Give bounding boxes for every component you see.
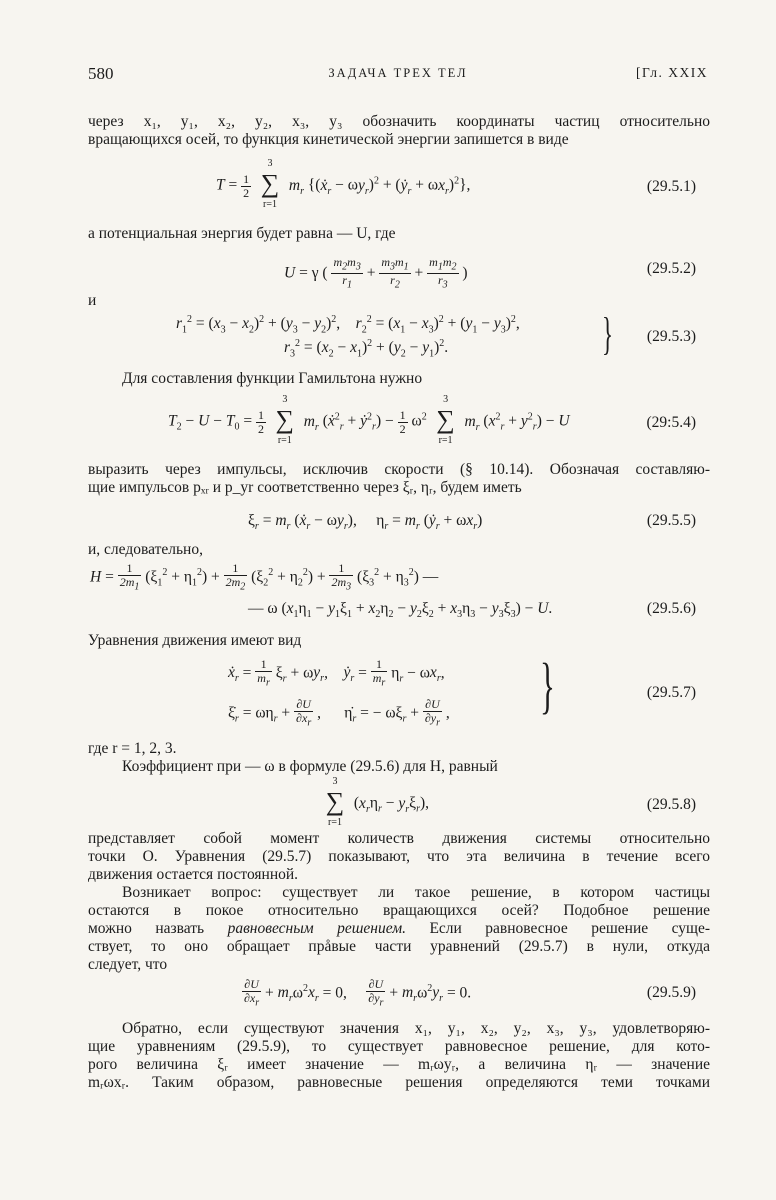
text-line: щие импульсов pₓᵣ и p_yr соответственно через ξᵣ, ηᵣ, будем иметь <box>88 479 522 496</box>
text-line: точки O. Уравнения (29.5.7) показывают, что эта величина в течение всего <box>88 848 710 865</box>
text-line <box>88 920 710 938</box>
text-line: Возникает вопрос: существует ли такое решение, в котором частицы <box>122 884 710 901</box>
text-run: Если равновесное решение суще- <box>405 920 710 937</box>
right-brace: } <box>540 652 555 720</box>
text-line: движения остается постоянной. <box>88 866 299 883</box>
equation-line: ẋ$_r$ = $\frac{1}{m_r}$ $\xi_r + \omega y_r$, ẏ$_r$ = $\frac{1}{m_r}$ $\eta_r - \omega x_r$, <box>228 657 445 689</box>
text-line: где r = 1, 2, 3. <box>88 740 177 757</box>
right-brace: } <box>602 308 614 359</box>
paragraph-9 <box>88 758 710 776</box>
equation-29-5-6 <box>88 562 710 626</box>
equation-number: (29:5.4) <box>646 414 696 431</box>
equation-line: $\xi̇_r = \omega\eta_r$ + $\frac{\partial U}{\partial x_r}$ , $\etȧ_r$ = − $\omega\xi_r$ + $\frac{\partial U}{\partial y_r}$ , <box>228 697 450 729</box>
paragraph-10 <box>88 830 710 884</box>
equation-number: (29.5.2) <box>646 260 696 277</box>
equation-29-5-4 <box>88 394 710 452</box>
text-line: и, следовательно, <box>88 541 203 558</box>
equation-29-5-8 <box>88 776 710 828</box>
equation-number: (29.5.3) <box>646 328 696 345</box>
equation-body: T = $\frac{1}{2}$ 3 ∑ r=1 $m_r$ {(ẋ$_r$ − $\omega y_r)^2$ + (ẏ$_r$ + $\omega x_r)^2$}, <box>216 158 471 210</box>
text-line: mᵣωxᵣ. Таким образом, равновесные решения определяются теми точками <box>88 1074 710 1091</box>
text-line: остаются в покое относительно вращающихся осей? Подобное решение <box>88 902 710 919</box>
equation-line: $r_1^2 = (x_3 - x_2)^2 + (y_3 - y_2)^2$, $r_2^2 = (x_1 - x_3)^2 + (y_1 - y_3)^2$, <box>176 314 520 336</box>
text-line: ствует, то оно обращает прåвые части уравнений (29.5.7) в нули, откуда <box>88 938 710 955</box>
equation-number: (29.5.9) <box>646 984 696 1001</box>
text-line: Обратно, если существуют значения x₁, y₁, x₂, y₂, x₃, y₃, удовлетворяю- <box>122 1020 710 1037</box>
paragraph-2 <box>88 225 710 243</box>
paragraph-4 <box>88 370 710 388</box>
paragraph-6 <box>88 541 710 559</box>
chapter-label: [Гл. XXIX <box>635 65 708 80</box>
equation-line: $r_3^2 = (x_2 - x_1)^2 + (y_2 - y_1)^2$. <box>284 338 449 360</box>
equation-29-5-2 <box>88 252 710 290</box>
paragraph-5 <box>88 461 710 497</box>
text-line: вращающихся осей, то функция кинетической энергии запишется в виде <box>88 131 569 148</box>
equation-line: — ω $(x_1\eta_1 - y_1\xi_1 + x_2\eta_2 - y_2\xi_2 + x_3\eta_3 - y_3\xi_3) - U$. <box>248 600 553 621</box>
equation-number: (29.5.5) <box>646 512 696 529</box>
equation-number: (29.5.6) <box>646 600 696 617</box>
equation-29-5-9 <box>88 976 710 1016</box>
equation-body: 3 ∑ r=1 $(x_r\eta_r - y_r\xi_r)$, <box>325 776 430 828</box>
paragraph-1 <box>88 113 710 149</box>
paragraph-3 <box>88 292 710 310</box>
equation-29-5-5 <box>88 512 710 538</box>
equation-body: $\xi_r = m_r$ (ẋ$_r$ − $\omega y_r$), $\eta_r = m_r$ (ẏ$_r$ + $\omega x_r$) <box>248 512 483 533</box>
paragraph-8 <box>88 740 710 758</box>
text-line: и <box>88 292 97 309</box>
equation-line: H = $\frac{1}{2m_1}$ $(\xi_1^2 + \eta_1^2)$ + $\frac{1}{2m_2}$ $(\xi_2^2 + \eta_2^2)$ + $\frac{1}{2m_3}$ $(\xi_3^2 + \eta_3^2)$ — <box>90 561 439 593</box>
paragraph-11 <box>88 884 710 974</box>
emphasis-term: равновесным решением. <box>227 920 406 937</box>
text-line: а потенциальная энергия будет равна — U, где <box>88 225 396 242</box>
text-line: Коэффициент при — ω в формуле (29.5.6) для H, равный <box>122 758 498 775</box>
equation-29-5-3 <box>88 308 710 364</box>
running-title: ЗАДАЧА ТРЕХ ТЕЛ <box>328 66 468 80</box>
text-run: можно назвать <box>88 920 228 937</box>
text-line: выразить через импульсы, исключив скорости (§ 10.14). Обозначая составляю- <box>88 461 710 478</box>
text-line: Уравнения движения имеют вид <box>88 632 302 649</box>
text-line: Для составления функции Гамильтона нужно <box>122 370 423 387</box>
equation-number: (29.5.8) <box>646 796 696 813</box>
equation-body: $T_2 - U - T_0$ = $\frac{1}{2}$ 3 ∑ r=1 $m_r$ (ẋ$^2_r$ + ẏ$^2_r$) − $\frac{1}{2}$ $\omega^2$ 3 ∑ r=1 $m_r$ $(x^2_r + y^2_r) - U$ <box>168 394 570 446</box>
equation-body: $\frac{\partial U}{\partial x_r}$ + $m_r\omega^2x_r = 0$, $\frac{\partial U}{\partial y_r}$ + $m_r\omega^2y_r = 0$. <box>244 977 472 1009</box>
equation-29-5-1 <box>88 158 710 214</box>
equation-body: U = γ ( $\frac{m_2m_3}{r_1}$ + $\frac{m_3m_1}{r_2}$ + $\frac{m_1m_2}{r_3}$ ) <box>284 255 468 291</box>
text-line: рого величина ξᵣ имеет значение — mᵣωyᵣ, а величина ηᵣ — значение <box>88 1056 710 1073</box>
equation-number: (29.5.7) <box>646 684 696 701</box>
running-header <box>88 64 708 86</box>
equation-number: (29.5.1) <box>646 178 696 195</box>
text-line: следует, что <box>88 956 168 973</box>
text-line: представляет собой момент количеств движения системы относительно <box>88 830 710 847</box>
paragraph-7 <box>88 632 710 650</box>
text-line: щие уравнениям (29.5.9), то существует равновесное решение, для кото- <box>88 1038 710 1055</box>
page-number: 580 <box>88 64 114 83</box>
paragraph-12 <box>88 1020 710 1092</box>
text-line: через x₁, y₁, x₂, y₂, x₃, y₃ обозначить координаты частиц относительно <box>88 113 710 130</box>
equation-29-5-7 <box>88 652 710 734</box>
